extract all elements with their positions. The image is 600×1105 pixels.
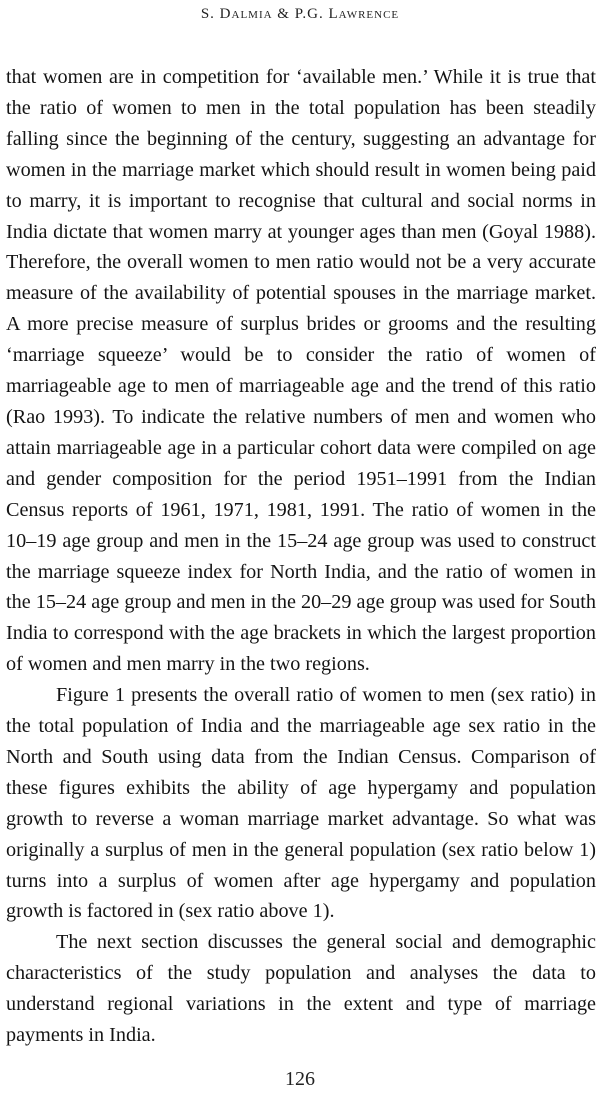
paragraph-continued: that women are in competition for ‘available men.’ While it is true that the ratio of women to men in the total population has been steadily falling since the beginning of the century, suggesting an advantage for women in the marriage market which should result in women being paid to marry, it is important to recognise that cultural and social norms in India dictate that women marry at younger ages than men (Goyal 1988). Therefore, the overall women to men ratio would not be a very accurate measure of the availability of potential spouses in the marriage market. A more precise measure of surplus brides or grooms and the resulting ‘marriage squeeze’ would be to consider the ratio of women of marriageable age to men of marriageable age and the trend of this ratio (Rao 1993). To indicate the relative numbers of men and women who attain marriageable age in a particular cohort data were compiled on age and gender composition for the period 1951–1991 from the Indian Census reports of 1961, 1971, 1981, 1991. The ratio of women in the 10–19 age group and men in the 15–24 age group was used to construct the marriage squeeze index for North India, and the ratio of women in the 15–24 age group and men in the 20–29 age group was used for South India to correspond with the age brackets in which the largest proportion of women and men marry in the two regions.	[6, 66, 596, 676]
page-number: 126	[285, 1068, 315, 1090]
paragraph-next-section: The next section discusses the general social and demographic characteristics of the study population and analyses the data to understand regional variations in the extent and type of marriage payments in India.	[6, 931, 596, 1047]
paragraph-figure-1: Figure 1 presents the overall ratio of women to men (sex ratio) in the total population of India and the marriageable age sex ratio in the North and South using data from the Indian Census. Comparison of these figures exhibits the ability of age hypergamy and population growth to reverse a woman marriage market advantage. So what was originally a surplus of men in the general population (sex ratio below 1) turns into a surplus of women after age hypergamy and population growth is factored in (sex ratio above 1).	[6, 684, 596, 923]
body-text	[6, 62, 596, 1051]
running-head: S. Dalmia & P.G. Lawrence	[200, 6, 400, 22]
